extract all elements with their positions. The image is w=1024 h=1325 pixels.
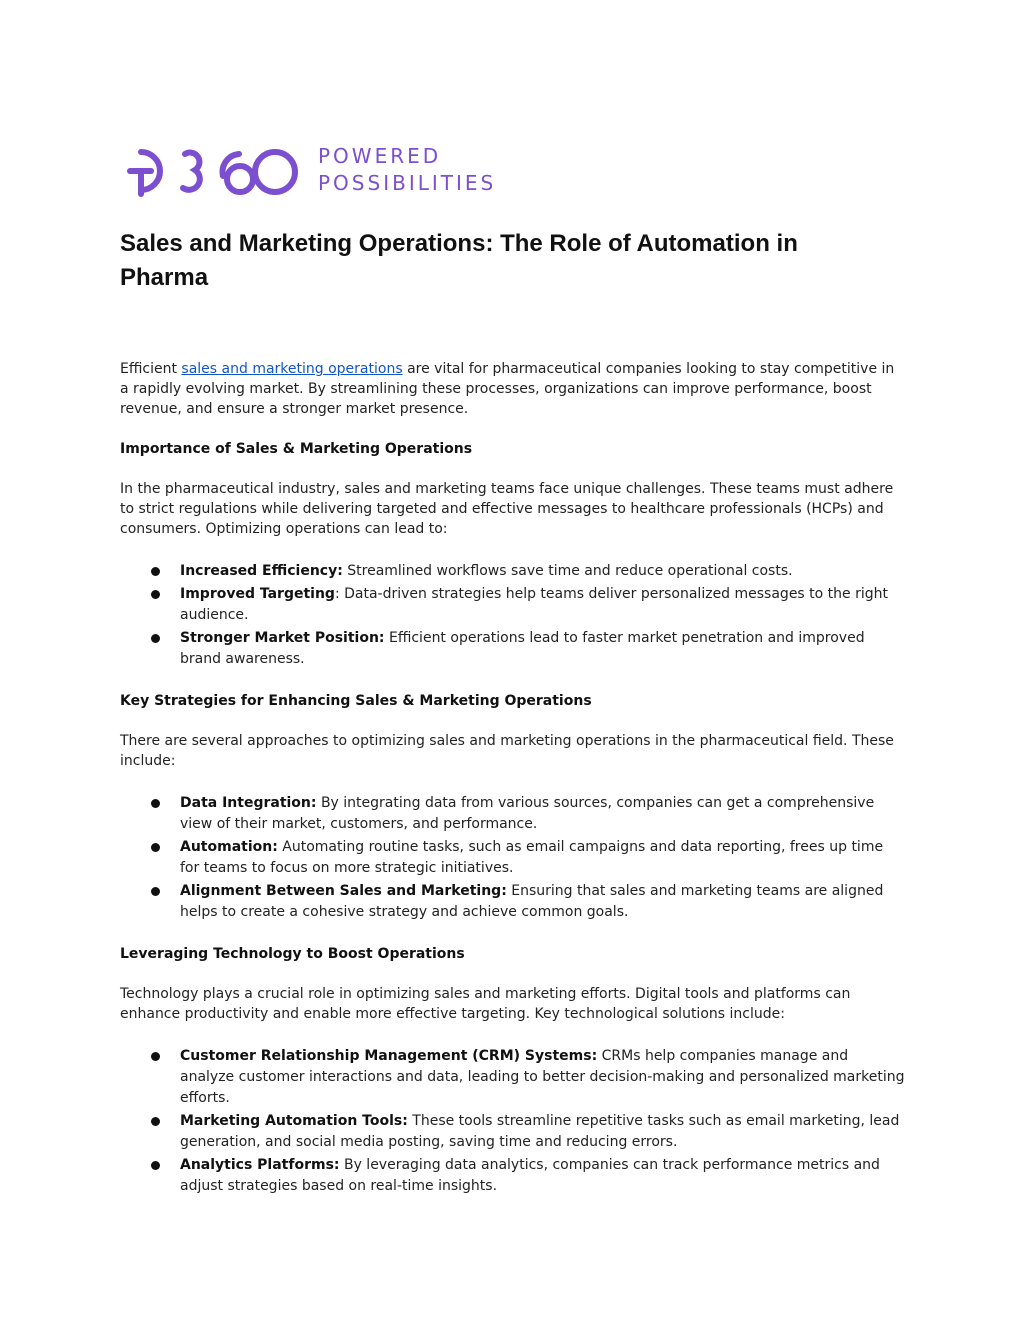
section3-bullet-list [120, 1046, 905, 1199]
sales-marketing-operations-link[interactable]: sales and marketing operations [181, 361, 403, 377]
list-item [120, 1111, 905, 1153]
section3-heading: Leveraging Technology to Boost Operations [120, 946, 465, 962]
bullet-text: Efficient operations lead to faster market penetration and improved brand awareness. [180, 630, 865, 667]
bullet-text: By integrating data from various sources, companies can get a comprehensive view of their market, customers, and performance. [180, 795, 875, 832]
list-item [120, 793, 905, 835]
bullet-icon [151, 799, 160, 808]
bullet-icon [151, 1161, 160, 1170]
section1-bullet-list [120, 561, 905, 672]
section1-heading: Importance of Sales & Marketing Operations [120, 441, 473, 457]
intro-before-link: Efficient [120, 361, 182, 377]
bullet-term: Analytics Platforms: [180, 1157, 340, 1173]
intro-paragraph [120, 359, 905, 419]
list-item [120, 584, 905, 626]
section2-bullet-list [120, 793, 905, 925]
bullet-icon [151, 567, 160, 576]
bullet-term: Automation: [180, 839, 278, 855]
bullet-term: Data Integration: [180, 795, 317, 811]
logo-line1: POWERED [318, 144, 442, 168]
list-item [120, 1155, 905, 1197]
logo-line2: POSSIBILITIES [318, 171, 497, 195]
bullet-text: By leveraging data analytics, companies can track performance metrics and adjust strategies based on real-time insights. [180, 1157, 880, 1194]
list-item [120, 1046, 905, 1109]
intro-after-link: are vital for pharmaceutical companies looking to stay competitive in a rapidly evolving market. By streamlining these processes, organizations can improve performance, boost revenue, and ensure a stronger market presence. [120, 361, 895, 417]
bullet-term: Increased Efficiency: [180, 563, 343, 579]
list-item [120, 837, 905, 879]
bullet-icon [151, 634, 160, 643]
bullet-icon [151, 1052, 160, 1061]
bullet-term: Stronger Market Position: [180, 630, 385, 646]
bullet-icon [151, 1117, 160, 1126]
list-item [120, 561, 905, 582]
list-item [120, 628, 905, 670]
bullet-text: Ensuring that sales and marketing teams are aligned helps to create a cohesive strategy and achieve common goals. [180, 883, 884, 920]
bullet-icon [151, 887, 160, 896]
bullet-text: These tools streamline repetitive tasks such as email marketing, lead generation, and social media posting, saving time and reducing errors. [180, 1113, 900, 1150]
bullet-icon [151, 843, 160, 852]
list-item [120, 881, 905, 923]
section3-paragraph: Technology plays a crucial role in optimizing sales and marketing efforts. Digital tools and platforms can enhance productivity and enable more effective targeting. Key technological solutions include: [120, 986, 851, 1022]
bullet-text: : Data-driven strategies help teams deliver personalized messages to the right audience. [180, 586, 889, 623]
section2-heading: Key Strategies for Enhancing Sales & Marketing Operations [120, 693, 592, 709]
bullet-term: Customer Relationship Management (CRM) Systems: [180, 1048, 598, 1064]
p360-logo [127, 146, 517, 198]
section2-paragraph: There are several approaches to optimizing sales and marketing operations in the pharmaceutical field. These include: [120, 733, 894, 769]
bullet-term: Marketing Automation Tools: [180, 1113, 408, 1129]
section1-paragraph: In the pharmaceutical industry, sales and marketing teams face unique challenges. These teams must adhere to strict regulations while delivering targeted and effective messages to healthcare professionals (HCPs) and consumers. Optimizing operations can lead to: [120, 481, 894, 537]
bullet-text: CRMs help companies manage and analyze customer interactions and data, leading to better decision-making and personalized marketing efforts. [180, 1048, 905, 1106]
bullet-text: Automating routine tasks, such as email campaigns and data reporting, frees up time for teams to focus on more strategic initiatives. [180, 839, 884, 876]
bullet-icon [151, 590, 160, 599]
bullet-text: Streamlined workflows save time and reduce operational costs. [342, 563, 793, 579]
bullet-term: Alignment Between Sales and Marketing: [180, 883, 507, 899]
document-title: Sales and Marketing Operations: The Role of Automation in Pharma [120, 230, 798, 291]
bullet-term: Improved Targeting [180, 586, 335, 602]
